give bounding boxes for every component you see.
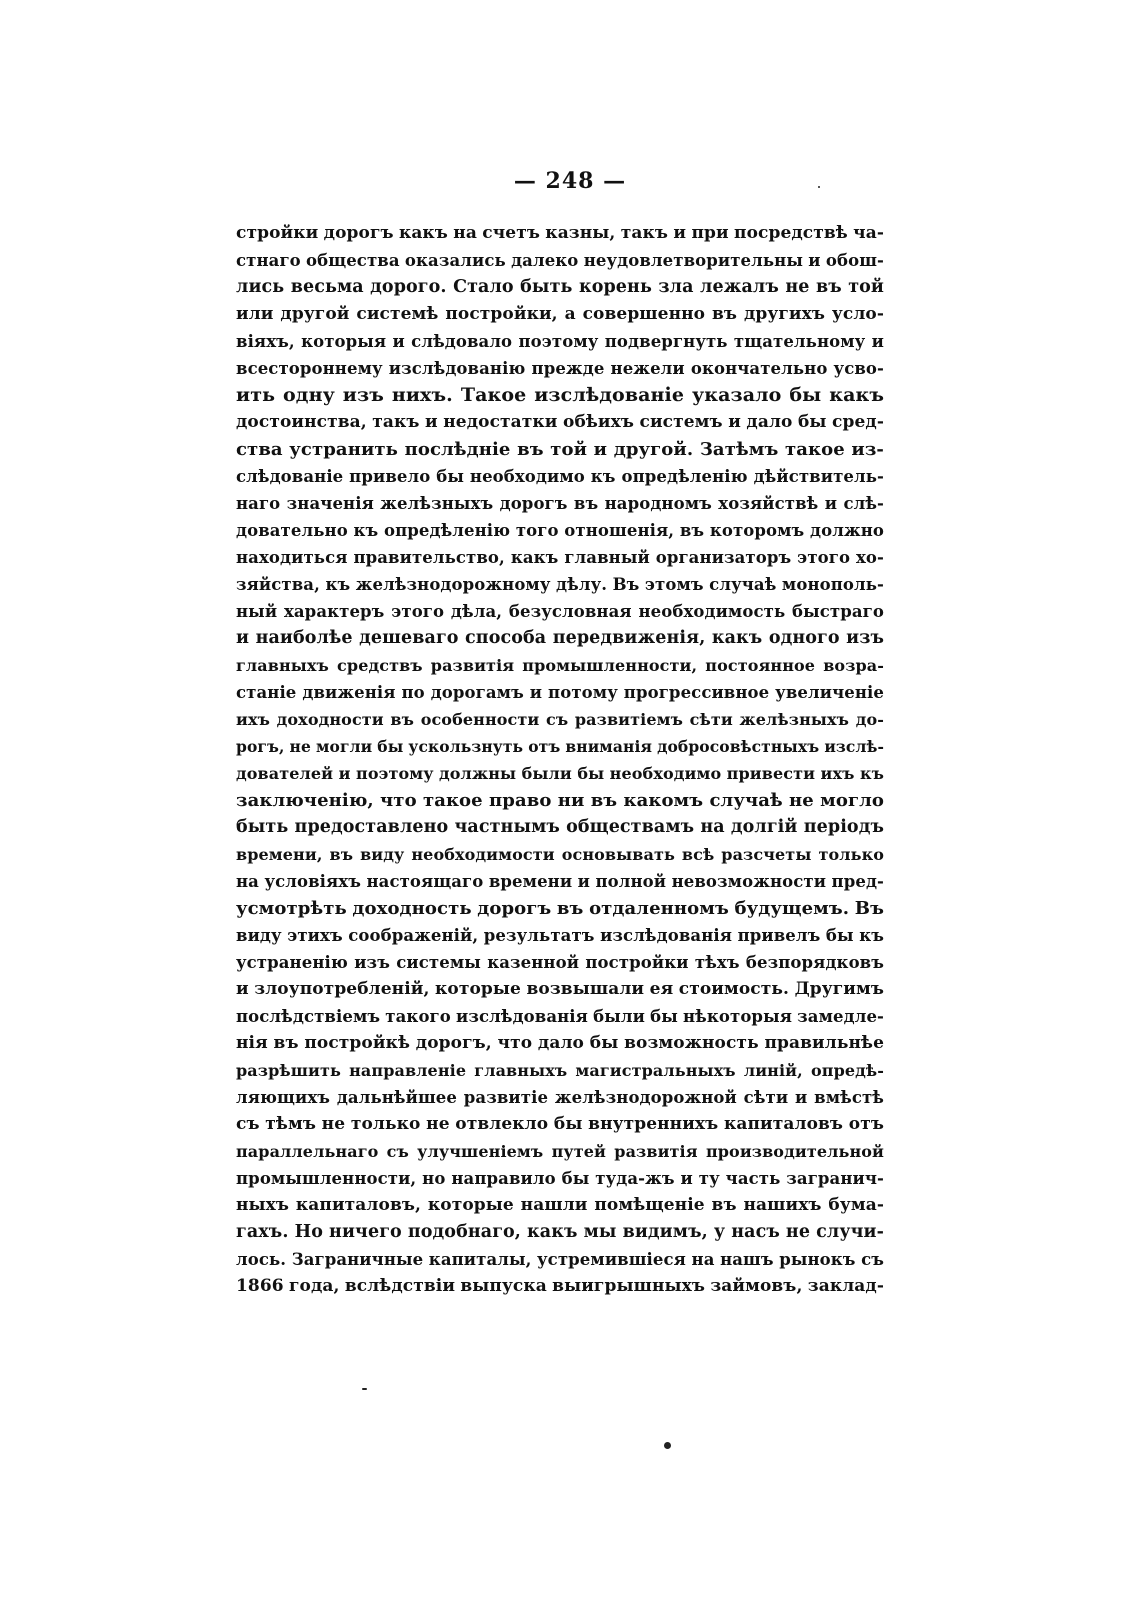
- text-line: устраненію изъ системы казенной постройки тѣхъ безпорядковъ: [236, 953, 884, 972]
- text-line: дователей и поэтому должны были бы необходимо привести ихъ къ: [236, 764, 884, 783]
- text-line: лось. Заграничные капиталы, устремившіеся на нашъ рынокъ съ: [236, 1250, 884, 1269]
- text-line: стнаго общества оказались далеко неудовлетворительны и обош-: [236, 251, 884, 270]
- scan-speck: [362, 1388, 367, 1390]
- text-line: ный характеръ этого дѣла, безусловная необходимость быстраго: [236, 602, 884, 621]
- text-line: віяхъ, которыя и слѣдовало поэтому подвергнуть тщательному и: [236, 332, 884, 351]
- text-line: наго значенія желѣзныхъ дорогъ въ народномъ хозяйствѣ и слѣ-: [236, 494, 884, 513]
- text-line: параллельнаго съ улучшеніемъ путей развитія производительной: [236, 1142, 884, 1161]
- text-line: промышленности, но направило бы туда-жъ и ту часть загранич-: [236, 1169, 884, 1188]
- text-line: находиться правительство, какъ главный организаторъ этого хо-: [236, 548, 884, 567]
- text-line: виду этихъ соображеній, результатъ изслѣдованія привелъ бы къ: [236, 926, 884, 945]
- text-line: станіе движенія по дорогамъ и потому прогрессивное увеличеніе: [236, 683, 884, 702]
- text-line: главныхъ средствъ развитія промышленности, постоянное возра-: [236, 656, 884, 675]
- text-line: 1866 года, вслѣдствіи выпуска выигрышныхъ займовъ, заклад-: [236, 1276, 884, 1296]
- scan-speck: [664, 1442, 671, 1449]
- text-line: и злоупотребленій, которые возвышали ея стоимость. Другимъ: [236, 979, 884, 999]
- text-line: нія въ постройкѣ дорогъ, что дало бы возможность правильнѣе: [236, 1033, 884, 1053]
- text-line: всестороннему изслѣдованію прежде нежели окончательно усво-: [236, 359, 884, 378]
- text-line: разрѣшить направленіе главныхъ магистральныхъ линій, опредѣ-: [236, 1061, 884, 1080]
- text-line: времени, въ виду необходимости основывать всѣ разсчеты только: [236, 845, 884, 864]
- text-line: усмотрѣть доходность дорогъ въ отдаленномъ будущемъ. Въ: [236, 898, 884, 919]
- text-line: ляющихъ дальнѣйшее развитіе желѣзнодорожной сѣти и вмѣстѣ: [236, 1088, 884, 1107]
- text-line: довательно къ опредѣленію того отношенія, въ которомъ должно: [236, 521, 884, 540]
- text-line: гахъ. Но ничего подобнаго, какъ мы видимъ, у насъ не случи-: [236, 1222, 884, 1242]
- text-line: заключенію, что такое право ни въ какомъ случаѣ не могло: [236, 790, 884, 811]
- body-text: [236, 220, 884, 1300]
- text-line: достоинства, такъ и недостатки обѣихъ системъ и дало бы сред-: [236, 412, 884, 432]
- text-line: и наиболѣе дешеваго способа передвиженія, какъ одного изъ: [236, 628, 884, 648]
- text-line: слѣдованіе привело бы необходимо къ опредѣленію дѣйствитель-: [236, 467, 884, 486]
- text-line: ихъ доходности въ особенности съ развитіемъ сѣти желѣзныхъ до-: [236, 710, 884, 729]
- text-line: лись весьма дорого. Стало быть корень зла лежалъ не въ той: [236, 277, 884, 297]
- text-line: съ тѣмъ не только не отвлекло бы внутреннихъ капиталовъ отъ: [236, 1114, 884, 1134]
- text-line: рогъ, не могли бы ускользнуть отъ вниманія добросовѣстныхъ изслѣ-: [236, 737, 884, 756]
- text-line: послѣдствіемъ такого изслѣдованія были бы нѣкоторыя замедле-: [236, 1007, 884, 1026]
- text-line: на условіяхъ настоящаго времени и полной невозможности пред-: [236, 872, 884, 891]
- text-line: стройки дорогъ какъ на счетъ казны, такъ и при посредствѣ ча-: [236, 223, 884, 243]
- page-number: — 248 —: [513, 168, 627, 194]
- text-line: быть предоставлено частнымъ обществамъ на долгій періодъ: [236, 817, 884, 837]
- text-line: или другой системѣ постройки, а совершенно въ другихъ усло-: [236, 304, 884, 324]
- text-line: зяйства, къ желѣзнодорожному дѣлу. Въ этомъ случаѣ монополь-: [236, 575, 884, 594]
- text-line: ить одну изъ нихъ. Такое изслѣдованіе указало бы какъ: [236, 384, 884, 406]
- scan-speck: [818, 186, 820, 188]
- text-line: ства устранить послѣдніе въ той и другой. Затѣмъ такое из-: [236, 439, 884, 460]
- text-line: ныхъ капиталовъ, которые нашли помѣщеніе въ нашихъ бума-: [236, 1195, 884, 1215]
